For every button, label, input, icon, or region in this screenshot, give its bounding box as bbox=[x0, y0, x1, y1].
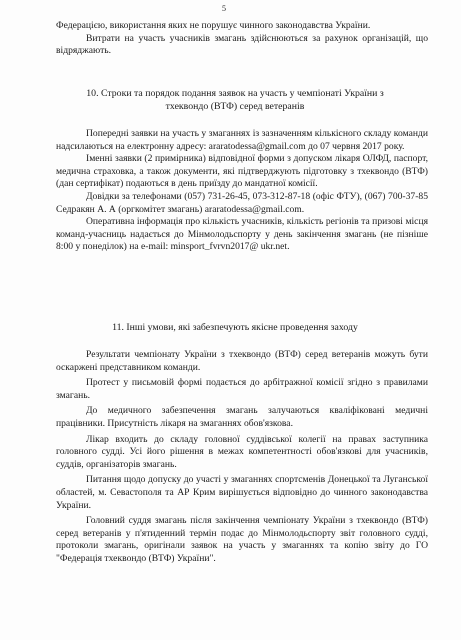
paragraph: Іменні заявки (2 примірника) відповідної форми з допуском лікаря ОЛФД, паспорт, медична страховка, а також документи, які підтверджують підготовку з тхеквондо (ВТФ) (дан сертифікат) подаються в день приїзду до мандатної комісії. bbox=[56, 153, 428, 190]
section-10-heading: 10. Строки та порядок подання заявок на участь у чемпіонаті України з тхеквондо (ВТФ) серед ветеранів bbox=[86, 88, 384, 112]
top-text bbox=[56, 20, 428, 58]
section-11-body bbox=[56, 349, 428, 566]
paragraph: Протест у письмовій формі подається до арбітражної комісії згідно з правилами змагань. bbox=[56, 377, 428, 401]
section-11-heading: 11. Інші умови, які забезпечують якісне проведення заходу bbox=[112, 322, 358, 333]
paragraph: Довідки за телефонами (057) 731-26-45, 073-312-87-18 (офіс ФТУ), (067) 700-37-85 Седракян А. А (оргкомітет змагань) araratodessa@gmail.com. bbox=[56, 190, 428, 215]
paragraph: Питання щодо допуску до участі у змаганнях спортсменів Донецької та Луганської областей, м. Севастополя та АР Крим вирішується відповідно до чинного законодавства України. bbox=[56, 474, 428, 511]
page-number: 5 bbox=[222, 4, 226, 13]
paragraph: Лікар входить до складу головної суддівської колегії на правах заступника головного судді. Усі його рішення в межах компетентності обов'язкові для учасників, суддів, організаторів змагань. bbox=[56, 433, 428, 470]
paragraph: Федерацією, використання яких не порушує чинного законодавства України. bbox=[56, 20, 371, 31]
section-10-body bbox=[56, 128, 428, 254]
paragraph: Оперативна інформація про кількість учасників, кількість регіонів та призові місця команд-учасниць надається до Мінмолодьспорту у день закінчення змагань (не пізніше 8:00 у понеділок) на e-mail: minsport_fvrvn2017@ ukr.net. bbox=[56, 216, 428, 253]
paragraph: До медичного забезпечення змагань залучаються кваліфіковані медичні працівники. Присутність лікаря на змаганнях обов'язкова. bbox=[56, 405, 428, 429]
paragraph: Попередні заявки на участь у змаганнях із зазначенням кількісного складу команди надсилаються на електронну адресу: araratodessa@gmail.com до 07 червня 2017 року. bbox=[56, 128, 428, 152]
paragraph: Результати чемпіонату України з тхеквондо (ВТФ) серед ветеранів можуть бути оскаржені представником команди. bbox=[56, 349, 428, 373]
paragraph: Головний суддя змагань після закінчення чемпіонату України з тхеквондо (ВТФ) серед ветеранів у п'ятиденний термін подає до Мінмолодьспорту звіт головного судді, протоколи змагань, оригінали заявок на участь у змаганнях та копію звіту до ГО "Федерація тхеквондо (ВТФ) України". bbox=[56, 515, 428, 564]
paragraph: Витрати на участь учасників змагань здійснюються за рахунок організацій, що відряджають. bbox=[56, 32, 428, 57]
